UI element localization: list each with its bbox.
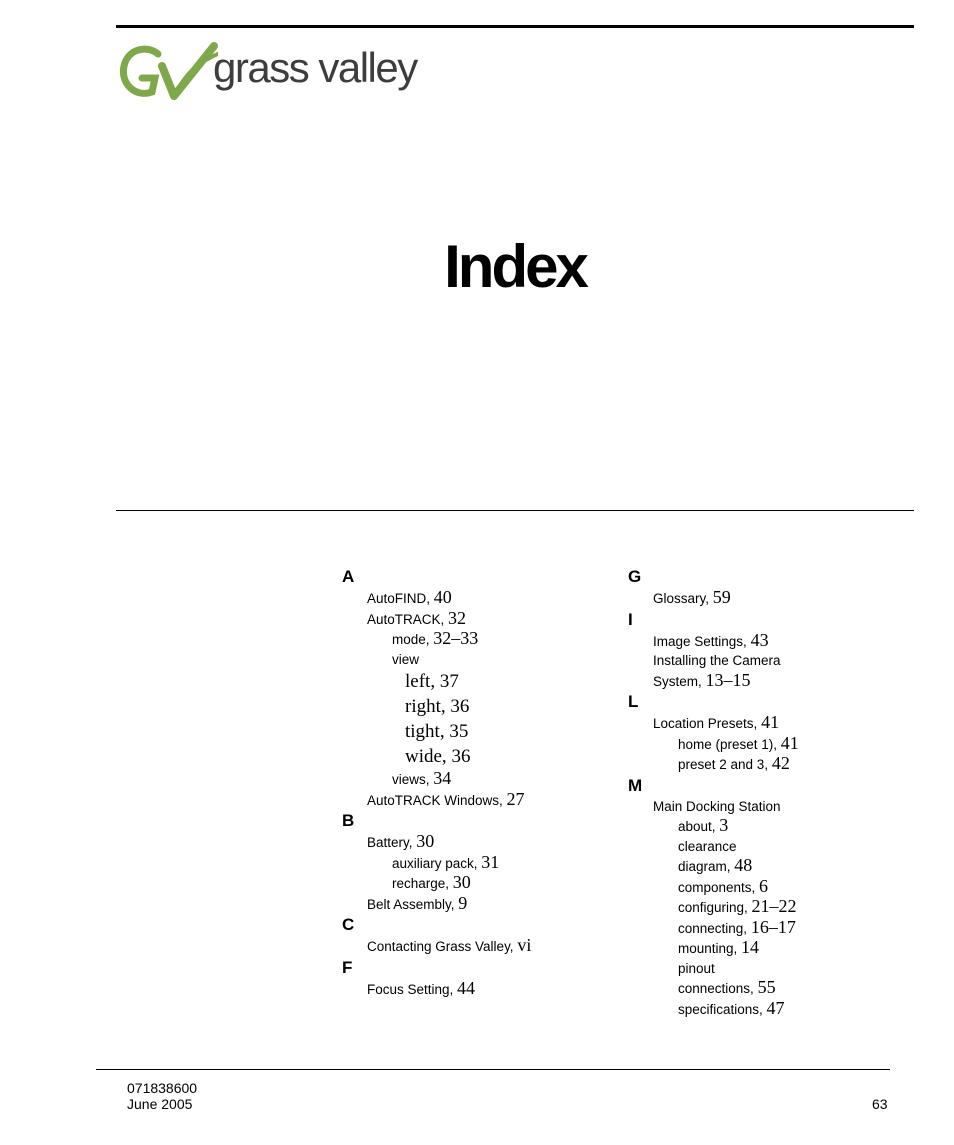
index-entry [342,979,612,1000]
index-entry [628,588,908,609]
index-entry [342,936,612,957]
index-entry-term: mounting, [678,941,742,956]
index-entry [628,797,908,817]
index-entry-term: Location Presets, [653,716,762,731]
index-entry-term: Main Docking Station [653,798,781,814]
index-entry-page[interactable]: 55 [757,977,776,997]
index-entry-page[interactable]: 47 [766,997,785,1018]
index-entry-term: recharge, [392,876,453,891]
index-entry-term: pinout [678,960,715,976]
index-entry [342,790,612,811]
index-entry [342,669,612,694]
index-entry-term: Installing the Camera [653,653,781,668]
index-entry [342,629,612,650]
index-entry-term: Image Settings, [653,633,751,649]
index-entry-term: tight, [405,721,450,742]
index-entry-term: AutoFIND, [367,591,434,606]
index-entry-page[interactable]: 3 [719,815,729,835]
index-entry-page[interactable]: 59 [712,587,731,607]
index-entry-term: right, [405,696,451,717]
index-entry [628,959,908,979]
index-entry [342,832,612,853]
index-entry-term: Contacting Grass Valley, [367,939,518,954]
index-entry-term: configuring, [678,900,752,915]
index-entry-page[interactable]: 36 [450,696,470,717]
index-entry-page[interactable]: 41 [761,712,780,732]
index-entry-term: about, [678,819,720,834]
index-entry-page[interactable]: 42 [771,753,790,773]
title-divider [116,510,914,511]
index-entry [628,938,908,959]
index-section-letter: F [342,957,353,977]
index-section-letter: L [628,692,639,711]
index-entry-page[interactable]: 44 [457,977,476,998]
index-entry [628,877,908,898]
index-entry [342,609,612,630]
index-entry-term: Belt Assembly, [367,896,459,912]
index-entry [342,744,612,769]
index-entry-page[interactable]: 30 [416,831,435,851]
index-entry [628,754,908,775]
document-number: 071838600 [127,1080,198,1096]
index-entry-term: view [392,651,420,667]
index-column-right [628,566,908,1019]
index-entry-term: mode, [392,632,434,647]
index-entry [628,816,908,837]
index-entry-term: Focus Setting, [367,981,458,997]
index-entry-page[interactable]: 14 [741,937,760,957]
index-section-letter: C [342,915,355,934]
index-entry [628,999,908,1020]
index-entry-page[interactable]: 32 [448,607,467,628]
index-entry [628,978,908,999]
index-entry-term: System, [653,673,706,689]
index-entry [628,713,908,734]
index-entry-term: home (preset 1), [678,736,781,752]
index-entry [342,894,612,915]
index-entry-page[interactable]: 37 [439,671,459,692]
index-entry-term: AutoTRACK, [367,611,449,627]
index-entry-term: preset 2 and 3, [678,757,772,772]
index-entry [628,856,908,877]
index-entry-term: Battery, [367,835,417,850]
index-entry-page[interactable]: 32–33 [433,628,479,648]
index-entry [628,734,908,755]
index-entry-term: auxiliary pack, [392,855,482,871]
index-entry [342,853,612,874]
index-entry-term: connecting, [678,920,751,936]
index-section-letter: M [628,775,643,795]
index-entry-term: views, [392,772,434,787]
page-number: 63 [872,1096,888,1112]
index-entry [342,694,612,719]
index-entry [342,588,612,609]
index-entry-term: specifications, [678,1001,767,1017]
index-entry [628,651,908,671]
index-entry-page[interactable]: 21–22 [751,896,797,916]
index-entry [342,719,612,744]
index-entry-page[interactable]: 36 [451,746,471,767]
gv-logo-mark [118,40,218,108]
index-entry-term: diagram, [678,859,735,874]
index-entry-term: wide, [405,746,452,767]
index-entry [628,671,908,692]
index-section-letter: A [342,567,355,586]
index-section-letter: G [628,567,642,586]
index-entry-term: components, [678,879,760,895]
index-entry-term: connections, [678,981,758,996]
index-entry [342,873,612,894]
index-entry [342,650,612,670]
index-entry-term: AutoTRACK Windows, [367,792,507,808]
index-entry-page[interactable]: 40 [433,587,452,607]
index-entry-page[interactable]: 30 [452,872,471,892]
index-section-letter: B [342,811,355,830]
index-entry [628,897,908,918]
grass-valley-logo [118,40,420,108]
index-entry-page[interactable]: 31 [481,851,500,872]
index-column-left [342,566,612,999]
index-entry-page[interactable]: 27 [506,788,525,809]
document-date: June 2005 [127,1096,193,1112]
index-entry-page[interactable]: 6 [759,875,769,896]
index-entry-page[interactable]: 35 [449,721,469,742]
index-entry [628,631,908,652]
index-section-letter: I [628,609,633,629]
index-entry [628,918,908,939]
index-entry-page[interactable]: 41 [780,732,799,753]
index-entry-page[interactable]: 43 [750,629,769,650]
index-entry [342,769,612,790]
index-entry-page[interactable]: 13–15 [705,669,751,690]
footer-rule [96,1069,890,1070]
logo-wordmark: grass valley [213,44,417,91]
index-entry-page[interactable]: 9 [458,892,468,913]
index-entry-page[interactable]: 16–17 [750,916,796,937]
index-entry-term: clearance [678,838,737,854]
page-title: Index [444,233,586,300]
top-rule [116,25,914,28]
index-entry-page[interactable]: 48 [734,855,753,875]
index-entry-term: left, [405,671,440,692]
index-entry [628,837,908,857]
index-entry-page[interactable]: vi [517,935,532,955]
index-entry-page[interactable]: 34 [433,768,452,788]
index-entry-term: Glossary, [653,591,713,606]
